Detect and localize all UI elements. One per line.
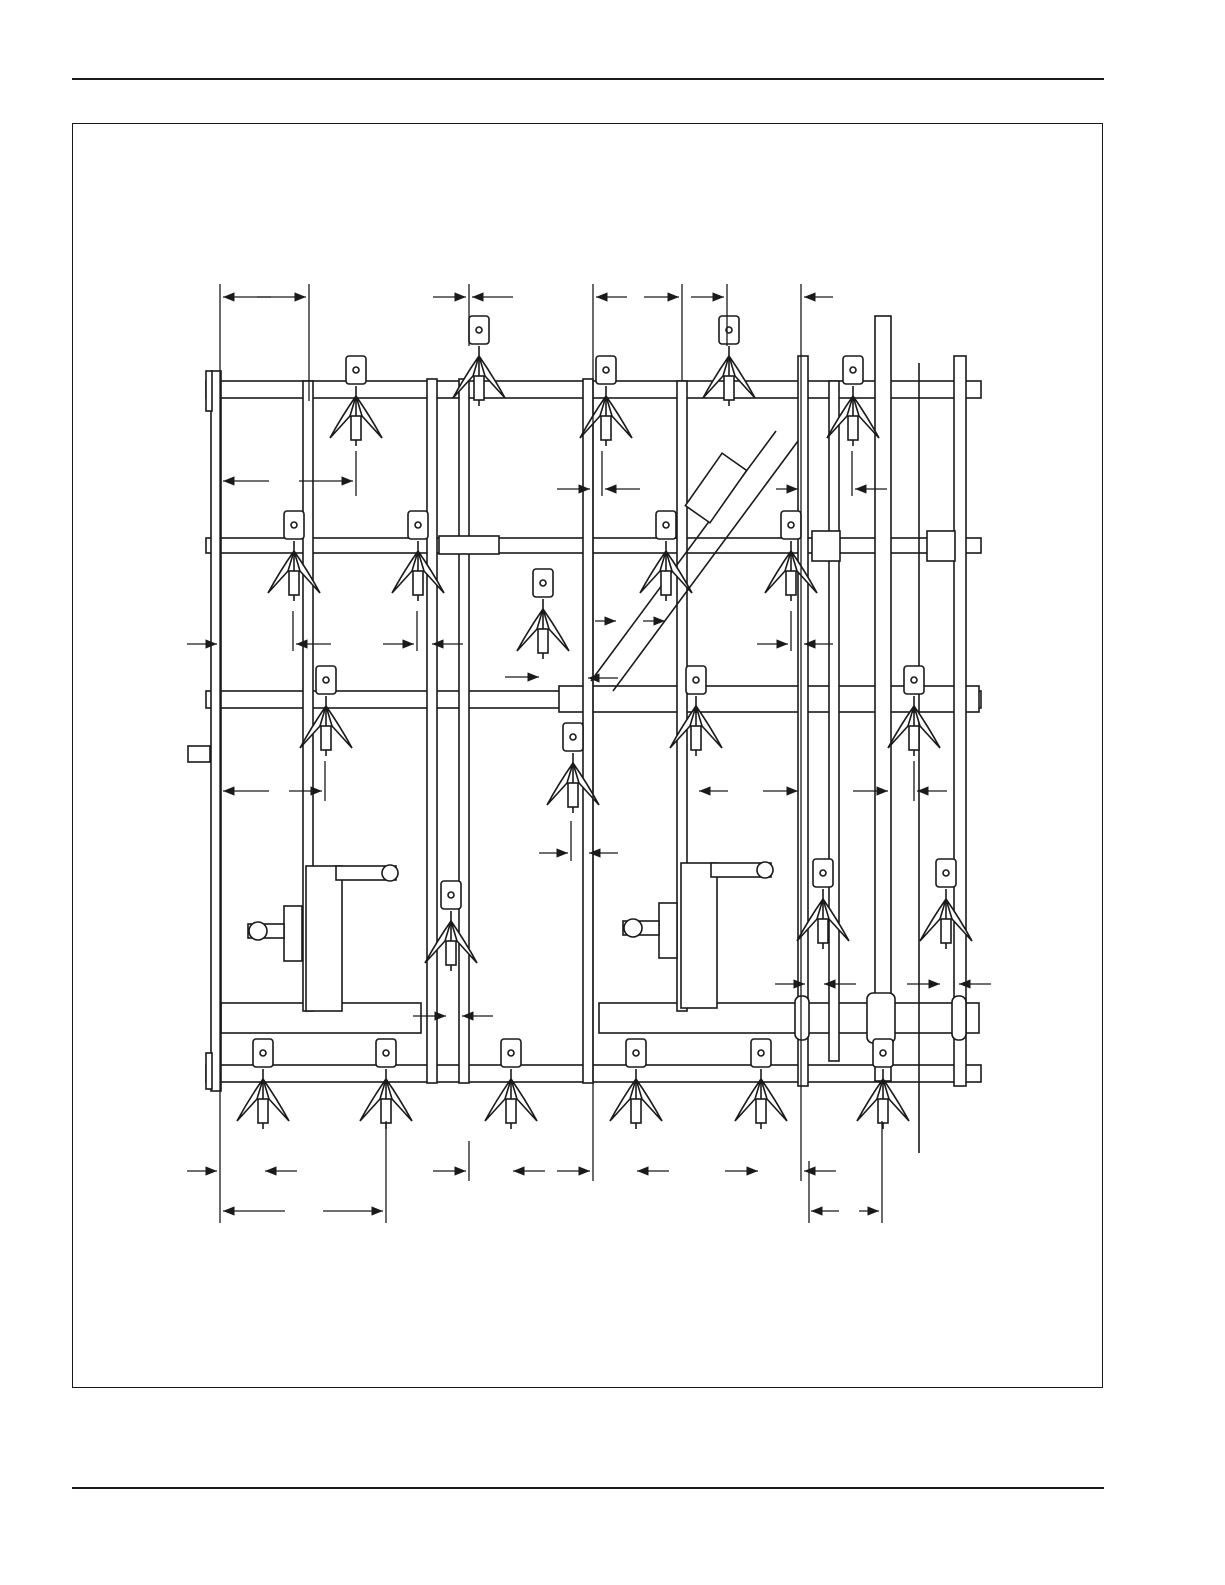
shank-assembly-11-bolt [323, 677, 329, 683]
shank-assembly-19 [360, 1039, 412, 1129]
shank-assembly-15-point [446, 941, 456, 965]
shank-assembly-18-point [258, 1099, 268, 1123]
gauge-wheel-right-bracket [659, 903, 677, 958]
shank-assembly-20 [485, 1039, 537, 1129]
shank-assembly-10-bolt [540, 580, 546, 586]
transport-lock [439, 536, 499, 554]
shank-assembly-7-bolt [415, 522, 421, 528]
shank-assembly-4-bolt [476, 327, 482, 333]
shank-assembly-11-point [321, 726, 331, 750]
frame-member-5 [583, 379, 593, 1083]
shank-assembly-23 [857, 1039, 909, 1129]
hinge-plate-2 [927, 531, 955, 561]
gauge-wheel-left-spindle-hub [382, 865, 398, 881]
axle-tube-right [599, 1003, 979, 1033]
footer-rule [72, 1487, 1104, 1489]
main-wheel-2 [867, 993, 895, 1043]
header-rule [72, 78, 1104, 80]
side-stub [188, 746, 210, 762]
shank-assembly-2-bolt [603, 367, 609, 373]
hinge-plate-1 [812, 531, 840, 561]
shank-assembly-18 [237, 1039, 289, 1129]
gauge-wheel-left [248, 865, 398, 1011]
frame-member-7 [798, 356, 808, 1086]
shank-assembly-14-point [568, 783, 578, 807]
main-wheel-3 [952, 996, 966, 1040]
end-plate-bottom [206, 1053, 212, 1089]
shank-assembly-16-bolt [820, 870, 826, 876]
shank-assembly-22 [735, 1039, 787, 1129]
shank-assembly-9 [765, 511, 817, 601]
frame-member-8 [829, 381, 839, 1061]
shank-assembly-1 [330, 356, 382, 446]
shank-assembly-20-bolt [508, 1050, 514, 1056]
gauge-wheel-left-bracket [284, 906, 302, 961]
shank-assembly-10 [517, 569, 569, 659]
shank-assembly-7-point [413, 571, 423, 595]
shank-assembly-18-bolt [260, 1050, 266, 1056]
gauge-wheel-left-wheel [249, 922, 267, 940]
end-plate-top [206, 371, 212, 411]
shank-assembly-5-point [724, 376, 734, 400]
shank-assembly-12-bolt [693, 677, 699, 683]
gauge-wheel-right-wheel [624, 919, 642, 937]
shank-assembly-3-point [848, 416, 858, 440]
shank-assembly-15-bolt [448, 892, 454, 898]
shank-assembly-6-bolt [291, 522, 297, 528]
shank-assembly-19-bolt [383, 1050, 389, 1056]
shank-assembly-8-point [661, 571, 671, 595]
shank-assembly-20-point [506, 1099, 516, 1123]
shank-assembly-1-point [351, 416, 361, 440]
main-wheel-1 [795, 996, 809, 1040]
diagram-linework [188, 316, 981, 1153]
gauge-wheel-right-spindle-hub [757, 862, 773, 878]
frame-member-9 [875, 316, 891, 1081]
hydraulic-cylinder [685, 453, 746, 523]
shank-assembly-21 [610, 1039, 662, 1129]
frame-diagram [73, 124, 1104, 1389]
shank-assembly-21-point [631, 1099, 641, 1123]
shank-assembly-9-bolt [788, 522, 794, 528]
shank-assembly-3-bolt [850, 367, 856, 373]
gauge-wheel-right-arm [681, 863, 717, 1008]
shank-assembly-2-point [601, 416, 611, 440]
shank-assembly-16-point [818, 919, 828, 943]
frame-member-4 [459, 379, 469, 1083]
shank-assembly-23-point [878, 1099, 888, 1123]
shank-assembly-1-bolt [353, 367, 359, 373]
shank-assembly-19-point [381, 1099, 391, 1123]
shank-assembly-14-bolt [570, 734, 576, 740]
shank-assembly-13-point [909, 726, 919, 750]
shank-assembly-10-point [538, 629, 548, 653]
frame-member-10 [954, 356, 966, 1086]
shank-assembly-22-bolt [758, 1050, 764, 1056]
shank-assembly-13-bolt [911, 677, 917, 683]
shank-assembly-17-bolt [943, 870, 949, 876]
gauge-wheel-left-arm [306, 866, 342, 1011]
shank-assembly-21-bolt [633, 1050, 639, 1056]
shank-assembly-12-point [691, 726, 701, 750]
shank-assembly-17-point [941, 919, 951, 943]
shank-assembly-8-bolt [663, 522, 669, 528]
figure-frame [72, 123, 1103, 1388]
frame-member-3 [427, 379, 437, 1083]
shank-assembly-23-bolt [880, 1050, 886, 1056]
shank-assembly-22-point [756, 1099, 766, 1123]
shank-assembly-4-point [474, 376, 484, 400]
gauge-wheel-right [623, 862, 773, 1008]
shank-assembly-9-point [786, 571, 796, 595]
shank-assembly-6-point [289, 571, 299, 595]
